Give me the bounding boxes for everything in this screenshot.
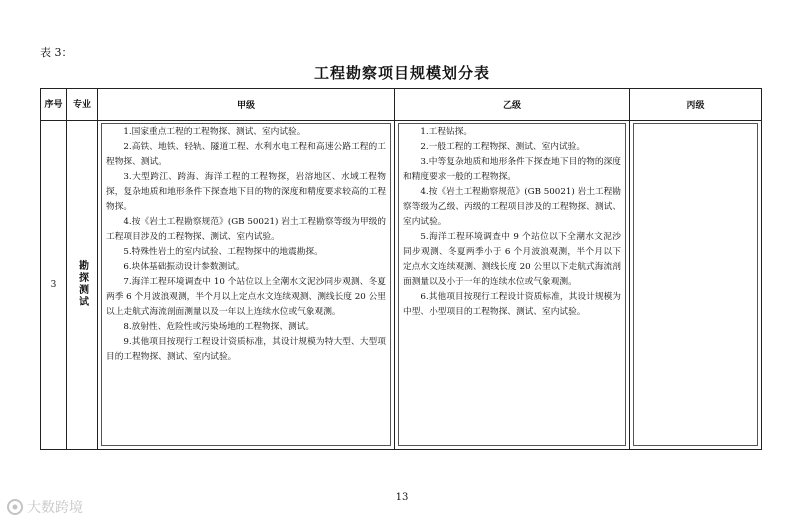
list-item: 2.高铁、地铁、轻轨、隧道工程、水利水电工程和高速公路工程的工程物探、测试。 (106, 142, 386, 167)
grade-b-cell (395, 121, 630, 450)
watermark (6, 497, 83, 517)
list-item: 3.大型跨江、跨海、海洋工程的工程物探，岩溶地区、水域工程物探，复杂地质和地形条件下探查地下目的物的深度和精度要求较高的工程物探。 (106, 172, 386, 212)
header-grade-c: 丙级 (630, 89, 762, 121)
header-grade-b: 乙级 (395, 89, 630, 121)
list-item: 5.海洋工程环境调查中 9 个站位以下全潮水文泥沙同步观测、冬夏两季小于 6 个月波浪观测，半个月以下定点水文连续观测、测线长度 20 公里以下走航式海流剖面测量以及小于一年的连续水位或气象观测。 (403, 232, 621, 287)
header-seq: 序号 (41, 89, 67, 121)
list-item: 6.块体基础振动设计参数测试。 (123, 262, 245, 272)
list-item: 1.国家重点工程的工程物探、测试、室内试验。 (123, 127, 306, 137)
grade-a-cell (98, 121, 395, 450)
watermark-text: 大数跨境 (27, 500, 83, 516)
document-title: 工程勘察项目规模划分表 (313, 64, 490, 82)
grade-c-cell (630, 121, 762, 450)
list-item: 7.海洋工程环境调查中 10 个站位以上全潮水文泥沙同步观测、冬夏两季 6 个月波浪观测，半个月以上定点水文连续观测、测线长度 20 公里以上走航式海流剖面测量以及一年以上连续水位或气象观测。 (106, 277, 386, 317)
table-label: 表 3： (40, 46, 73, 59)
list-item: 2.一般工程的工程物探、测试、室内试验。 (420, 142, 586, 152)
grade-c-list (633, 123, 758, 446)
header-grade-a: 甲级 (98, 89, 395, 121)
row-major: 勘探测试 (76, 259, 88, 308)
list-item: 5.特殊性岩土的室内试验、工程物探中的地震勘探。 (123, 247, 323, 257)
table-header-row (41, 89, 762, 121)
page-number: 13 (395, 492, 409, 503)
list-item: 9.其他项目按现行工程设计资质标准，其设计规模为特大型、大型项目的工程物探、测试、室内试验。 (106, 337, 386, 362)
list-item: 3.中等复杂地质和地形条件下探查地下目的物的深度和精度要求一般的工程物探。 (403, 157, 621, 182)
list-item: 1.工程钻探。 (420, 127, 473, 137)
header-major: 专业 (67, 89, 98, 121)
watermark-logo-icon (6, 498, 24, 516)
grade-b-list (398, 123, 626, 446)
grade-a-list (101, 123, 391, 446)
list-item: 4.按《岩土工程勘察规范》(GB 50021) 岩土工程勘察等级为甲级的工程项目涉及的工程物探、测试、室内试验。 (106, 217, 386, 242)
list-item: 8.放射性、危险性或污染场地的工程物探、测试。 (123, 322, 315, 332)
classification-table (40, 88, 762, 450)
row-major-cell (67, 121, 98, 450)
list-item: 4.按《岩土工程勘察规范》(GB 50021) 岩土工程勘察等级为乙级、丙级的工程项目涉及的工程物探、测试、室内试验。 (403, 187, 621, 227)
table-row (41, 121, 762, 450)
row-seq: 3 (41, 121, 67, 450)
list-item: 6.其他项目按现行工程设计资质标准，其设计规模为中型、小型项目的工程物探、测试、室内试验。 (403, 292, 621, 317)
